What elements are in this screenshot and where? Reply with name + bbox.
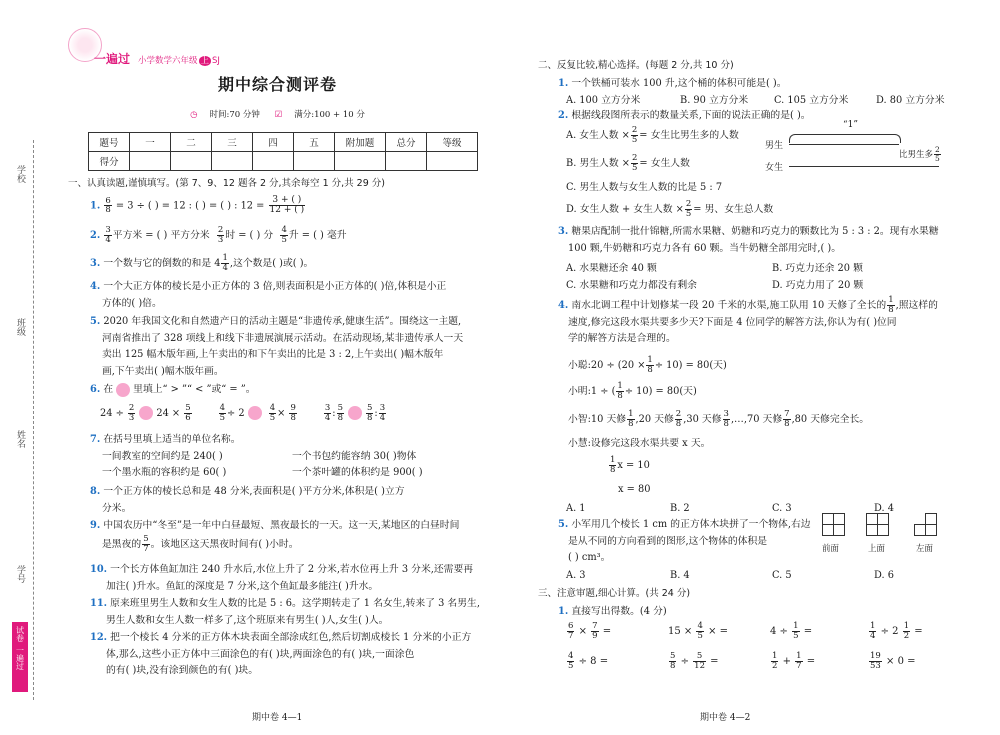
s2-q5	[558, 517, 811, 567]
question-text: 100 颗,牛奶糖和巧克力各有 60 颗。当牛奶糖全部用完时,( )。	[568, 242, 842, 254]
question-text: 一个墨水瓶的容积约是 60( )	[102, 467, 227, 479]
three-views-figure	[822, 512, 952, 564]
fraction: $\frac{3}{4}$	[324, 403, 331, 423]
brace	[789, 134, 901, 143]
s2-q2-option-b[interactable]: B. 男生人数 × $\frac{2}{5}$ = 女生人数	[566, 153, 690, 173]
question-text: 原来班里男生人数和女生人数的比是 5 : 6。这学期转走了 1 名女生,转来了 3 名男生,	[110, 598, 480, 609]
s3-q1	[558, 604, 667, 621]
question-number: 3.	[90, 257, 101, 269]
left-view-label: 左面	[916, 544, 934, 554]
question-text: 升 = ( ) 毫升	[288, 229, 347, 241]
fraction: $\frac{2}{5}$	[631, 125, 638, 145]
question-text: 一个铁桶可装水 100 升,这个桶的体积可能是( )。	[571, 78, 787, 89]
s1-q2	[90, 226, 347, 245]
s1-q12	[90, 630, 471, 680]
logo	[68, 28, 268, 68]
question-number: 3.	[558, 226, 569, 237]
fraction: $\frac{4}{5}$	[219, 403, 226, 423]
fraction: $\frac{1}{8}$	[617, 381, 623, 401]
question-text: 小军用几个棱长 1 cm 的正方体木块拼了一个物体,右边	[571, 519, 811, 530]
question-text: 方体的( )倍。	[102, 297, 162, 309]
s1-q11	[90, 596, 480, 629]
s1-q8	[90, 484, 405, 517]
page-footer: 期中卷 4—2	[700, 713, 751, 723]
fraction: $\frac{3}{4}$	[105, 225, 111, 245]
cell: 五	[294, 133, 335, 152]
fraction: $\frac{1}{2}$	[772, 651, 778, 671]
calc-item[interactable]: 15 × $\frac{4}{5}$ × =	[668, 621, 729, 641]
girls-line	[789, 166, 939, 167]
option-c[interactable]: C. 105 立方分米	[774, 94, 849, 106]
cell[interactable]	[294, 152, 335, 171]
fraction: $\frac{2}{3}$	[217, 225, 224, 245]
question-text: 一个正方体的棱长总和是 48 分米,表面积是( )平方分米,体积是( )立方	[103, 486, 405, 497]
question-text: 是从不同的方向看到的图形,这个物体的体积是	[568, 535, 768, 547]
fraction: $\frac{4}{5}$	[697, 621, 703, 641]
question-text: 一个茶叶罐的体积约是 900( )	[292, 467, 423, 479]
s1-q4	[90, 279, 446, 312]
fraction: $\frac{5}{6}$	[185, 403, 191, 423]
diagram-label: 男生	[765, 141, 784, 151]
score-header-row	[89, 133, 478, 152]
right-page	[500, 0, 1000, 735]
score-table	[88, 132, 478, 171]
calc-item[interactable]: $\frac{6}{7}$ × $\frac{7}{9}$ =	[568, 621, 612, 641]
fraction: $\frac{1}{8}$	[647, 355, 653, 375]
fraction: $\frac{1}{7}$	[796, 651, 802, 671]
cell: 三	[212, 133, 253, 152]
top-view-label: 上面	[868, 544, 886, 554]
question-text: 体,那么,这些小正方体中三面涂色的有( )块,两面涂色的有( )块,一面涂色	[106, 648, 415, 660]
expr-text: ×	[277, 407, 286, 419]
answer-circle[interactable]	[139, 406, 153, 420]
fraction: $\frac{1}{8}$	[888, 295, 894, 315]
calc-item[interactable]: $\frac{1}{4}$ ÷ 2 $\frac{1}{2}$ =	[870, 621, 923, 641]
s2-q2-option-d[interactable]: D. 女生人数 + 女生人数 × $\frac{2}{5}$ = 男、女生总人数	[566, 199, 774, 219]
solution-2: 小明:1 ÷ ( $\frac{1}{8}$ ÷ 10) = 80(天)	[568, 381, 697, 401]
question-number: 11.	[90, 598, 108, 609]
question-text: ( ) cm³。	[568, 552, 611, 564]
question-text: 河南省推出了 328 项线上和线下非遗展演展示活动。在活动现场,某非遗传承人一天	[102, 332, 464, 344]
fraction: $\frac{2}{8}$	[675, 409, 682, 429]
s2-q3	[558, 224, 939, 257]
answer-circle[interactable]	[348, 406, 362, 420]
section2-title: 二、反复比较,精心选择。(每题 2 分,共 10 分)	[538, 60, 734, 71]
s2-q3-option-d[interactable]: D. 巧克力用了 20 颗	[772, 280, 864, 291]
cell: 总分	[386, 133, 427, 152]
calc-item[interactable]: $\frac{4}{5}$ ÷ 8 =	[568, 651, 609, 671]
s2-q4-option-d[interactable]: D. 4	[874, 503, 894, 514]
question-number: 9.	[90, 520, 101, 531]
question-number: 1.	[558, 78, 569, 89]
student-no-label: 学号	[15, 565, 25, 583]
school-label: 学校	[15, 165, 25, 183]
s1-q10	[90, 562, 473, 595]
question-number: 1.	[558, 606, 569, 617]
question-text: 在括号里填上适当的单位名称。	[103, 434, 241, 445]
option-b[interactable]: B. 90 立方分米	[680, 94, 749, 106]
answer-circle[interactable]	[248, 406, 262, 420]
s2-q2-option-a[interactable]: A. 女生人数 × $\frac{2}{5}$ = 女生比男生多的人数	[566, 125, 739, 145]
question-number: 5.	[90, 316, 101, 327]
fraction: $\frac{1}{2}$	[903, 621, 910, 641]
s1-q1	[90, 196, 306, 216]
fraction: $\frac{5}{8}$	[670, 651, 676, 671]
fraction: $\frac{4}{5}$	[269, 403, 276, 423]
section1-title: 一、认真读题,谨慎填写。(第 7、9、12 题各 2 分,其余每空 1 分,共 29 分)	[68, 178, 385, 189]
fraction: $\frac{19}{53}$	[870, 651, 881, 671]
question-text: 卖出 125 幅木版年画,上午卖出的和下午卖出的比是 3 : 2,上午卖出( )幅木版年	[102, 349, 444, 361]
fraction: $\frac{4}{5}$	[568, 651, 574, 671]
option-a[interactable]: A. 100 立方分米	[566, 94, 641, 106]
score-row	[89, 152, 478, 171]
calc-item[interactable]: 4 ÷ $\frac{1}{5}$ =	[770, 621, 813, 641]
cut-line	[33, 140, 34, 700]
cell: 题号	[89, 133, 130, 152]
cell: 四	[253, 133, 294, 152]
fraction: $\frac{6}{8}$	[105, 195, 111, 216]
fraction: $\frac{1}{8}$	[610, 455, 616, 475]
question-text: 画,下午卖出( )幅木版年画。	[102, 365, 224, 377]
solution-4-eq1: $\frac{1}{8}$ x = 10	[610, 455, 650, 475]
question-text: 南水北调工程中计划修某一段 20 千米的水渠,施工队用 10 天修了全长的	[571, 299, 887, 311]
question-number: 2.	[90, 229, 101, 241]
question-text: 一个书包约能容纳 30( )物体	[292, 450, 417, 462]
question-text: 加注( )升水。鱼缸的深度是 7 分米,这个鱼缸最多能注( )升水。	[106, 580, 379, 592]
fraction: $\frac{3}{4}$	[379, 403, 386, 423]
cell: 一	[130, 133, 171, 152]
solution-4-eq2: x = 80	[618, 484, 651, 495]
question-text: 一个大正方体的棱长是小正方体的 3 倍,则表面积是小正方体的( )倍,体积是小正	[103, 281, 447, 292]
cell[interactable]	[212, 152, 253, 171]
cell[interactable]	[171, 152, 212, 171]
fraction: $\frac{2}{3}$	[128, 403, 135, 423]
s2-q5-option-a[interactable]: A. 3	[566, 570, 586, 581]
expr-text: ÷ 2	[227, 407, 245, 419]
solution-4: 小慧:设修完这段水渠共要 x 天。	[568, 438, 711, 449]
question-text: = 3 ÷ ( ) = 12 : ( ) = ( ) : 12 =	[115, 200, 265, 212]
cell[interactable]	[386, 152, 427, 171]
cell: 等级	[427, 133, 478, 152]
binding-gutter	[0, 0, 52, 735]
cell[interactable]	[427, 152, 478, 171]
brand-name: 一遍过	[94, 52, 131, 66]
fraction: $\frac{5}{8}$	[366, 403, 373, 423]
s2-q4-option-c[interactable]: C. 3	[772, 503, 792, 514]
question-number: 7.	[90, 434, 101, 445]
question-text: 把一个棱长 4 分米的正方体木块表面全部涂成红色,然后切割成棱长 1 分米的小正方	[110, 632, 472, 643]
expr-text: :	[332, 407, 336, 419]
s1-q6-items	[100, 404, 387, 423]
solution-1: 小聪:20 ÷ (20 × $\frac{1}{8}$ ÷ 10) = 80(天)	[568, 355, 727, 375]
calc-item[interactable]: $\frac{19}{53}$ × 0 =	[870, 651, 916, 671]
question-number: 8.	[90, 486, 101, 497]
page-footer: 期中卷 4—1	[252, 713, 303, 723]
fraction: $\frac{5}{8}$	[337, 403, 343, 423]
class-label: 班级	[15, 318, 25, 336]
question-text: 里填上“ > ”“ < ”或“ = ”。	[133, 384, 256, 395]
question-text: 在	[103, 384, 114, 395]
question-text: 。该地区这天黑夜时间有( )小时。	[150, 538, 299, 550]
question-text: 一个长方体鱼缸加注 240 升水后,水位上升了 2 分米,若水位再上升 3 分米,还需要再	[110, 564, 474, 575]
s2-q3-option-a[interactable]: A. 水果糖还余 40 颗	[566, 263, 657, 274]
fraction: $\frac{7}{8}$	[784, 409, 790, 429]
question-text: 男生人数和女生人数一样多了,这个班原来有男生( )人,女生( )人。	[106, 614, 389, 626]
fraction: $\frac{1}{5}$	[793, 621, 799, 641]
fraction: $\frac{5}{12}$	[694, 651, 705, 671]
question-text: 分米。	[102, 502, 132, 514]
cell[interactable]	[335, 152, 386, 171]
question-number: 1.	[90, 200, 101, 212]
calc-item[interactable]: $\frac{5}{8}$ ÷ $\frac{5}{12}$ =	[670, 651, 719, 671]
cell: 二	[171, 133, 212, 152]
s2-q5-option-d[interactable]: D. 6	[874, 570, 894, 581]
fraction: $\frac{7}{9}$	[592, 621, 598, 641]
question-number: 10.	[90, 564, 108, 575]
s1-q7	[90, 432, 423, 482]
series-name: 小学数学六年级 上 SJ	[138, 56, 220, 66]
fraction: $\frac{2}{5}$	[685, 199, 692, 219]
s2-q3-option-b[interactable]: B. 巧克力还余 20 颗	[772, 263, 863, 274]
question-number: 12.	[90, 632, 108, 643]
s2-q1	[558, 76, 978, 109]
question-text: 的有( )块,没有涂到颜色的有( )块。	[106, 665, 258, 677]
brand-bar: 试卷 一遍过	[12, 622, 28, 692]
cell[interactable]	[253, 152, 294, 171]
cell: 附加题	[335, 133, 386, 152]
s2-q5-option-b[interactable]: B. 4	[670, 570, 690, 581]
check-icon: ☑	[274, 110, 283, 120]
question-text: 一个数与它的倒数的和是 4	[103, 257, 221, 269]
s2-q4-option-b[interactable]: B. 2	[670, 503, 690, 514]
fraction: $\frac{6}{7}$	[568, 621, 574, 641]
fraction: $\frac{1}{4}$	[870, 621, 876, 641]
question-text: 速度,修完这段水渠共要多少天?下面是 4 位同学的解答方法,你认为有( )位同	[568, 316, 897, 328]
s2-q4	[558, 296, 938, 348]
expr-text: 24 ×	[156, 407, 181, 419]
question-text: 一间教室的空间约是 240( )	[102, 450, 223, 462]
question-number: 4.	[558, 299, 569, 311]
s2-q4-option-a[interactable]: A. 1	[566, 503, 586, 514]
expr-text: :	[374, 407, 378, 419]
s2-q2-option-c[interactable]: C. 男生人数与女生人数的比是 5 : 7	[566, 182, 723, 193]
cell[interactable]	[130, 152, 171, 171]
diagram-label: “1”	[843, 120, 858, 130]
section3-title: 三、注意审题,细心计算。(共 24 分)	[538, 588, 691, 599]
boys-line	[789, 144, 899, 145]
option-d[interactable]: D. 80 立方分米	[876, 94, 945, 106]
answer-circle[interactable]	[116, 383, 130, 397]
question-text: 糖果店配制一批什锦糖,所需水果糖、奶糖和巧克力的颗数比为 5 : 3 : 2。现有水果糖	[571, 226, 939, 237]
question-text: 根据线段图所表示的数量关系,下面的说法正确的是( )。	[571, 110, 811, 121]
question-text: 中国农历中“冬至”是一年中白昼最短、黑夜最长的一天。这一天,某地区的白昼时间	[103, 520, 460, 531]
clock-icon: ◷	[190, 110, 198, 120]
question-text: 是黑夜的	[102, 538, 142, 550]
s1-q6	[90, 382, 256, 399]
question-text: ,这个数是( )或( )。	[229, 257, 314, 269]
question-text: 2020 年我国文化和自然遗产日的活动主题是“非遗传承,健康生活”。围绕这一主题,	[103, 316, 462, 327]
question-number: 2.	[558, 110, 569, 121]
page-title: 期中综合测评卷	[217, 75, 337, 94]
s2-q3-option-c[interactable]: C. 水果糖和巧克力都没有剩余	[566, 280, 697, 291]
solution-3: 小智:10 天修 $\frac{1}{8}$ ,20 天修 $\frac{2}{8}$ ,30 天修 $\frac{3}{8}$ ,…,70 天修 $\frac{7}{8}$ ,80 天修完全长。	[568, 409, 870, 429]
fraction: $\frac{9}{8}$	[290, 403, 296, 423]
fraction: $\frac{4}{5}$	[281, 225, 287, 245]
fraction: $\frac{2}{5}$	[631, 153, 638, 173]
diagram-label: 女生	[765, 163, 784, 173]
fraction: $\frac{1}{8}$	[628, 409, 634, 429]
diagram-more-label: 比男生多 $\frac{2}{5}$	[899, 145, 940, 163]
cell: 得分	[89, 152, 130, 171]
question-text: ,照这样的	[895, 299, 938, 311]
front-view-label: 前面	[822, 544, 840, 554]
question-text: 直接写出得数。(4 分)	[571, 606, 667, 617]
name-label: 姓名	[15, 430, 25, 448]
s2-q5-option-c[interactable]: C. 5	[772, 570, 792, 581]
s1-q3	[90, 254, 313, 273]
expr-text: 24 ÷	[100, 407, 124, 419]
question-text: 平方米 = ( ) 平方分米	[112, 229, 210, 241]
fraction: $\frac{3}{8}$	[723, 409, 729, 429]
s1-q9	[90, 518, 459, 553]
question-number: 6.	[90, 384, 101, 395]
question-number: 5.	[558, 519, 569, 530]
exam-meta	[55, 108, 500, 120]
question-number: 4.	[90, 281, 101, 292]
calc-item[interactable]: $\frac{1}{2}$ + $\frac{1}{7}$ =	[772, 651, 816, 671]
question-text: 时 = ( ) 分	[225, 229, 274, 241]
score-label: 满分:100 + 10 分	[294, 110, 365, 120]
fraction: $\frac{3 + ( )}{12 + ( )}$	[269, 195, 305, 216]
question-text: 学的解答方法是合理的。	[568, 333, 676, 345]
fraction: $\frac{1}{4}$	[222, 253, 228, 273]
time-label: 时间:70 分钟	[209, 110, 260, 120]
s1-q5	[90, 314, 463, 381]
segment-diagram	[765, 120, 965, 180]
fraction: $\frac{5}{7}$	[143, 533, 149, 554]
